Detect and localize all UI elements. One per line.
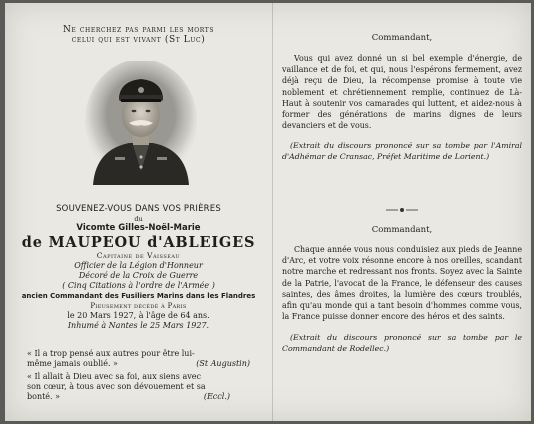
quote-augustin-source: (St Augustin) (196, 359, 250, 368)
former-command: ancien Commandant des Fusiliers Marins dans les Flandres (21, 292, 256, 300)
eulogy-2 (282, 225, 522, 354)
eulogy-1-heading: Commandant, (371, 33, 433, 43)
given-names: Vicomte Gilles-Noël-Marie (76, 223, 201, 233)
quote-eccl-line-2: son cœur, à tous avec son dévouement et sa (27, 382, 206, 391)
du-word: du (134, 215, 143, 223)
memorial-card (5, 3, 531, 421)
rank: Capitaine de Vaisseau (96, 251, 181, 260)
honour-croix: Décoré de la Croix de Guerre (78, 271, 199, 280)
quote-augustin-line-1: « Il a trop pensé aux autres pour être lui- (27, 349, 195, 358)
epigraph (5, 25, 272, 45)
prayer-request: SOUVENEZ-VOUS DANS VOS PRIÈRES (56, 204, 221, 214)
portrait-photo (85, 61, 197, 185)
epigraph-line-1: Ne cherchez pas parmi les morts (62, 25, 215, 35)
eulogy-1-attribution: (Extrait du discours prononcé sur sa tombe par l'Amiral d'Adhémar de Cransac, Préfet Maritime de Lorient.) (282, 141, 522, 162)
quote-eccl-line-3: bonté. » (27, 392, 61, 401)
burial-notice: Inhumé à Nantes le 25 Mars 1927. (67, 321, 210, 330)
death-date: le 20 Mars 1927, à l'âge de 64 ans. (67, 311, 210, 320)
eulogy-1-text: Vous qui avez donné un si bel exemple d'énergie, de vaillance et de foi, et qui, nous l'espérons fermement, avez déjà reçu de Dieu, la récompense promise à toute vie noblement et chrétiennement remplie, continuez de Là-Haut à soutenir vos camarades qui luttent, et aidez-nous à former des générations de marins dignes de leurs devanciers et de vous. (282, 54, 522, 131)
quote-eccl (27, 372, 272, 402)
quote-augustin (27, 349, 272, 369)
eulogy-2-heading: Commandant, (371, 225, 433, 235)
death-notice: Pieusement décédé à Paris (90, 302, 187, 310)
epigraph-line-2: celui qui est vivant (St Luc) (71, 35, 206, 45)
quote-eccl-line-1: « Il allait à Dieu avec sa foi, aux siens avec (27, 372, 201, 381)
honour-legion: Officier de la Légion d'Honneur (74, 261, 203, 270)
quote-augustin-line-2: même jamais oublié. » (27, 359, 118, 368)
right-panel (282, 3, 522, 421)
eulogy-2-attribution: (Extrait du discours prononcé sur sa tombe par le Commandant de Rodellec.) (282, 333, 522, 354)
deceased-details (5, 204, 272, 331)
divider-ornament (282, 206, 522, 214)
honour-citations: ( Cinq Citations à l'ordre de l'Armée ) (62, 281, 215, 290)
left-panel (5, 3, 272, 421)
family-name: de MAUPEOU d'ABLEIGES (21, 234, 256, 251)
quote-eccl-source: (Eccl.) (203, 392, 230, 401)
eulogy-2-text: Chaque année vous nous conduisiez aux pieds de Jeanne d'Arc, et votre voix résonne encore à nos oreilles, scandant notre marche et redressant nos fronts. Soyez avec la Sainte de la Patrie, l'avocat de la France, le défenseur des causes saintes, des âmes droites, la lumière des cœurs troublés, afin qu'au monde qui a tant besoin d'hommes comme vous, la France puisse donner encore des héros et des saints. (282, 245, 522, 322)
eulogy-1 (282, 33, 522, 162)
card-fold (272, 3, 273, 421)
